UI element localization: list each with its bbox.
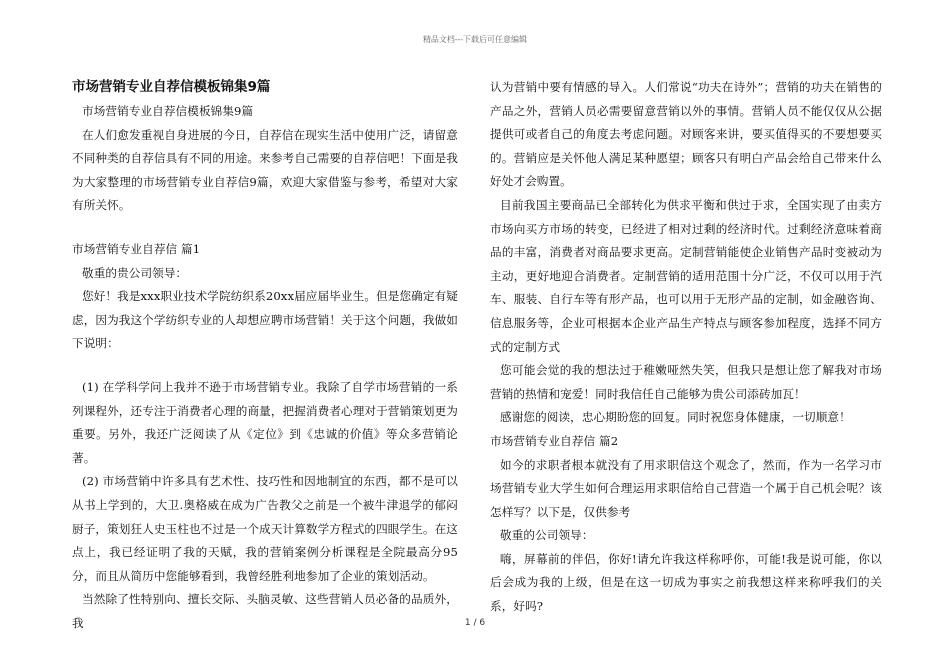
paragraph-right-6: 嗨，屏幕前的伴侣，你好!请允许我这样称呼你，可能!我是说可能，你以后会成为我的上级，但是在这一切成为事实之前我想这样来称呼我们的关系，好吗?	[490, 551, 882, 614]
page-number: 1 / 6	[464, 618, 486, 628]
section-heading-1: 市场营销专业自荐信 篇1	[72, 241, 201, 256]
page-header: 精品文档---下载后可任意编辑	[422, 35, 528, 44]
paragraph-left-2: (1) 在学科学问上我并不逊于市场营销专业。我除了自学市场营销的一系列课程外，还专注于消费者心理的商量，把握消费者心理对于营销策划更为重要。另外，我还广泛阅读了从《定位》到《忠诚的价值》等众多营销论著。	[72, 379, 458, 465]
paragraph-left-3: (2) 市场营销中许多具有艺术性、技巧性和因地制宜的东西，都不是可以从书上学到的，大卫.奥格威在成为广告教父之前是一个被牛津退学的郁闷厨子，策划狂人史玉柱也不过是一个成天计算数学方程式的四眼学生。在这点上，我已经证明了我的天赋，我的营销案例分析课程是全院最高分95分，而且从简历中您能够看到，我曾经胜利地参加了企业的策划活动。	[72, 474, 458, 583]
paragraph-right-2: 目前我国主要商品已全部转化为供求平衡和供过于求，全国实现了由卖方市场向买方市场的转变，已经进了相对过剩的经济时代。过剩经济意味着商品的丰富，消费者对商品要求更高。定制营销能使企业销售产品时变被动为主动，更好地迎合消费者。定制营销的适用范围十分广泛，不仅可以用于汽车、服装、自行车等有形产品，也可以用于无形产品的定制，如金融咨询、信息服务等，企业可根据本企业产品生产特点与顾客参加程度，选择不同方式的定制方式	[490, 197, 882, 354]
section-heading-2: 市场营销专业自荐信 篇2	[490, 433, 619, 448]
left-column	[72, 76, 458, 635]
paragraph-right-5: 如今的求职者根本就没有了用求职信这个观念了，然而，作为一名学习市场营销专业大学生如何合理运用求职信给自己营造一个属于自己机会呢？该怎样写？以下是，仅供参考	[490, 457, 882, 519]
paragraph-right-3: 您可能会觉的我的想法过于稚嫩哑然失笑，但我只是想让您了解我对市场营销的热情和宠爱！同时我信任自己能够为贵公司添砖加瓦！	[490, 363, 882, 401]
document-title: 市场营销专业自荐信模板锦集9篇	[72, 79, 271, 95]
paragraph-left-4: 当然除了性特别向、擅长交际、头脑灵敏、这些营销人员必备的品质外，我	[72, 592, 458, 630]
subtitle: 市场营销专业自荐信模板锦集9篇	[82, 104, 254, 118]
salutation-2: 敬重的公司领导：	[500, 528, 594, 543]
salutation-1: 敬重的贵公司领导：	[82, 265, 188, 280]
paragraph-right-1: 认为营销中要有情感的导入。人们常说“功夫在诗外”；营销的功夫在销售的产品之外，营销人员必需要留意营销以外的事情。营销人员不能仅仅从公据提供可或者自己的角度去考虑问题。对顾客来讲，要买值得买的不要想要买的。营销应是关怀他人满足某种愿望；顾客只有明白产品会给自己带来什么好处才会购置。	[490, 80, 882, 189]
intro-paragraph: 在人们愈发重视自身进展的今日，自荐信在现实生活中使用广泛，请留意不同种类的自荐信具有不同的用途。来参考自己需要的自荐信吧！下面是我为大家整理的市场营销专业自荐信9篇，欢迎大家借鉴与参考，希望对大家有所关怀。	[72, 127, 458, 213]
paragraph-right-4: 感谢您的阅读，忠心期盼您的回复。同时祝您身体健康，一切顺意！	[500, 410, 851, 425]
paragraph-left-1: 您好！我是xxx职业技术学院纺织系20xx届应届毕业生。但是您确定有疑虑，因为我这个学纺织专业的人却想应聘市场营销！关于这个问题，我做如下说明：	[72, 289, 458, 351]
right-column	[490, 76, 882, 619]
